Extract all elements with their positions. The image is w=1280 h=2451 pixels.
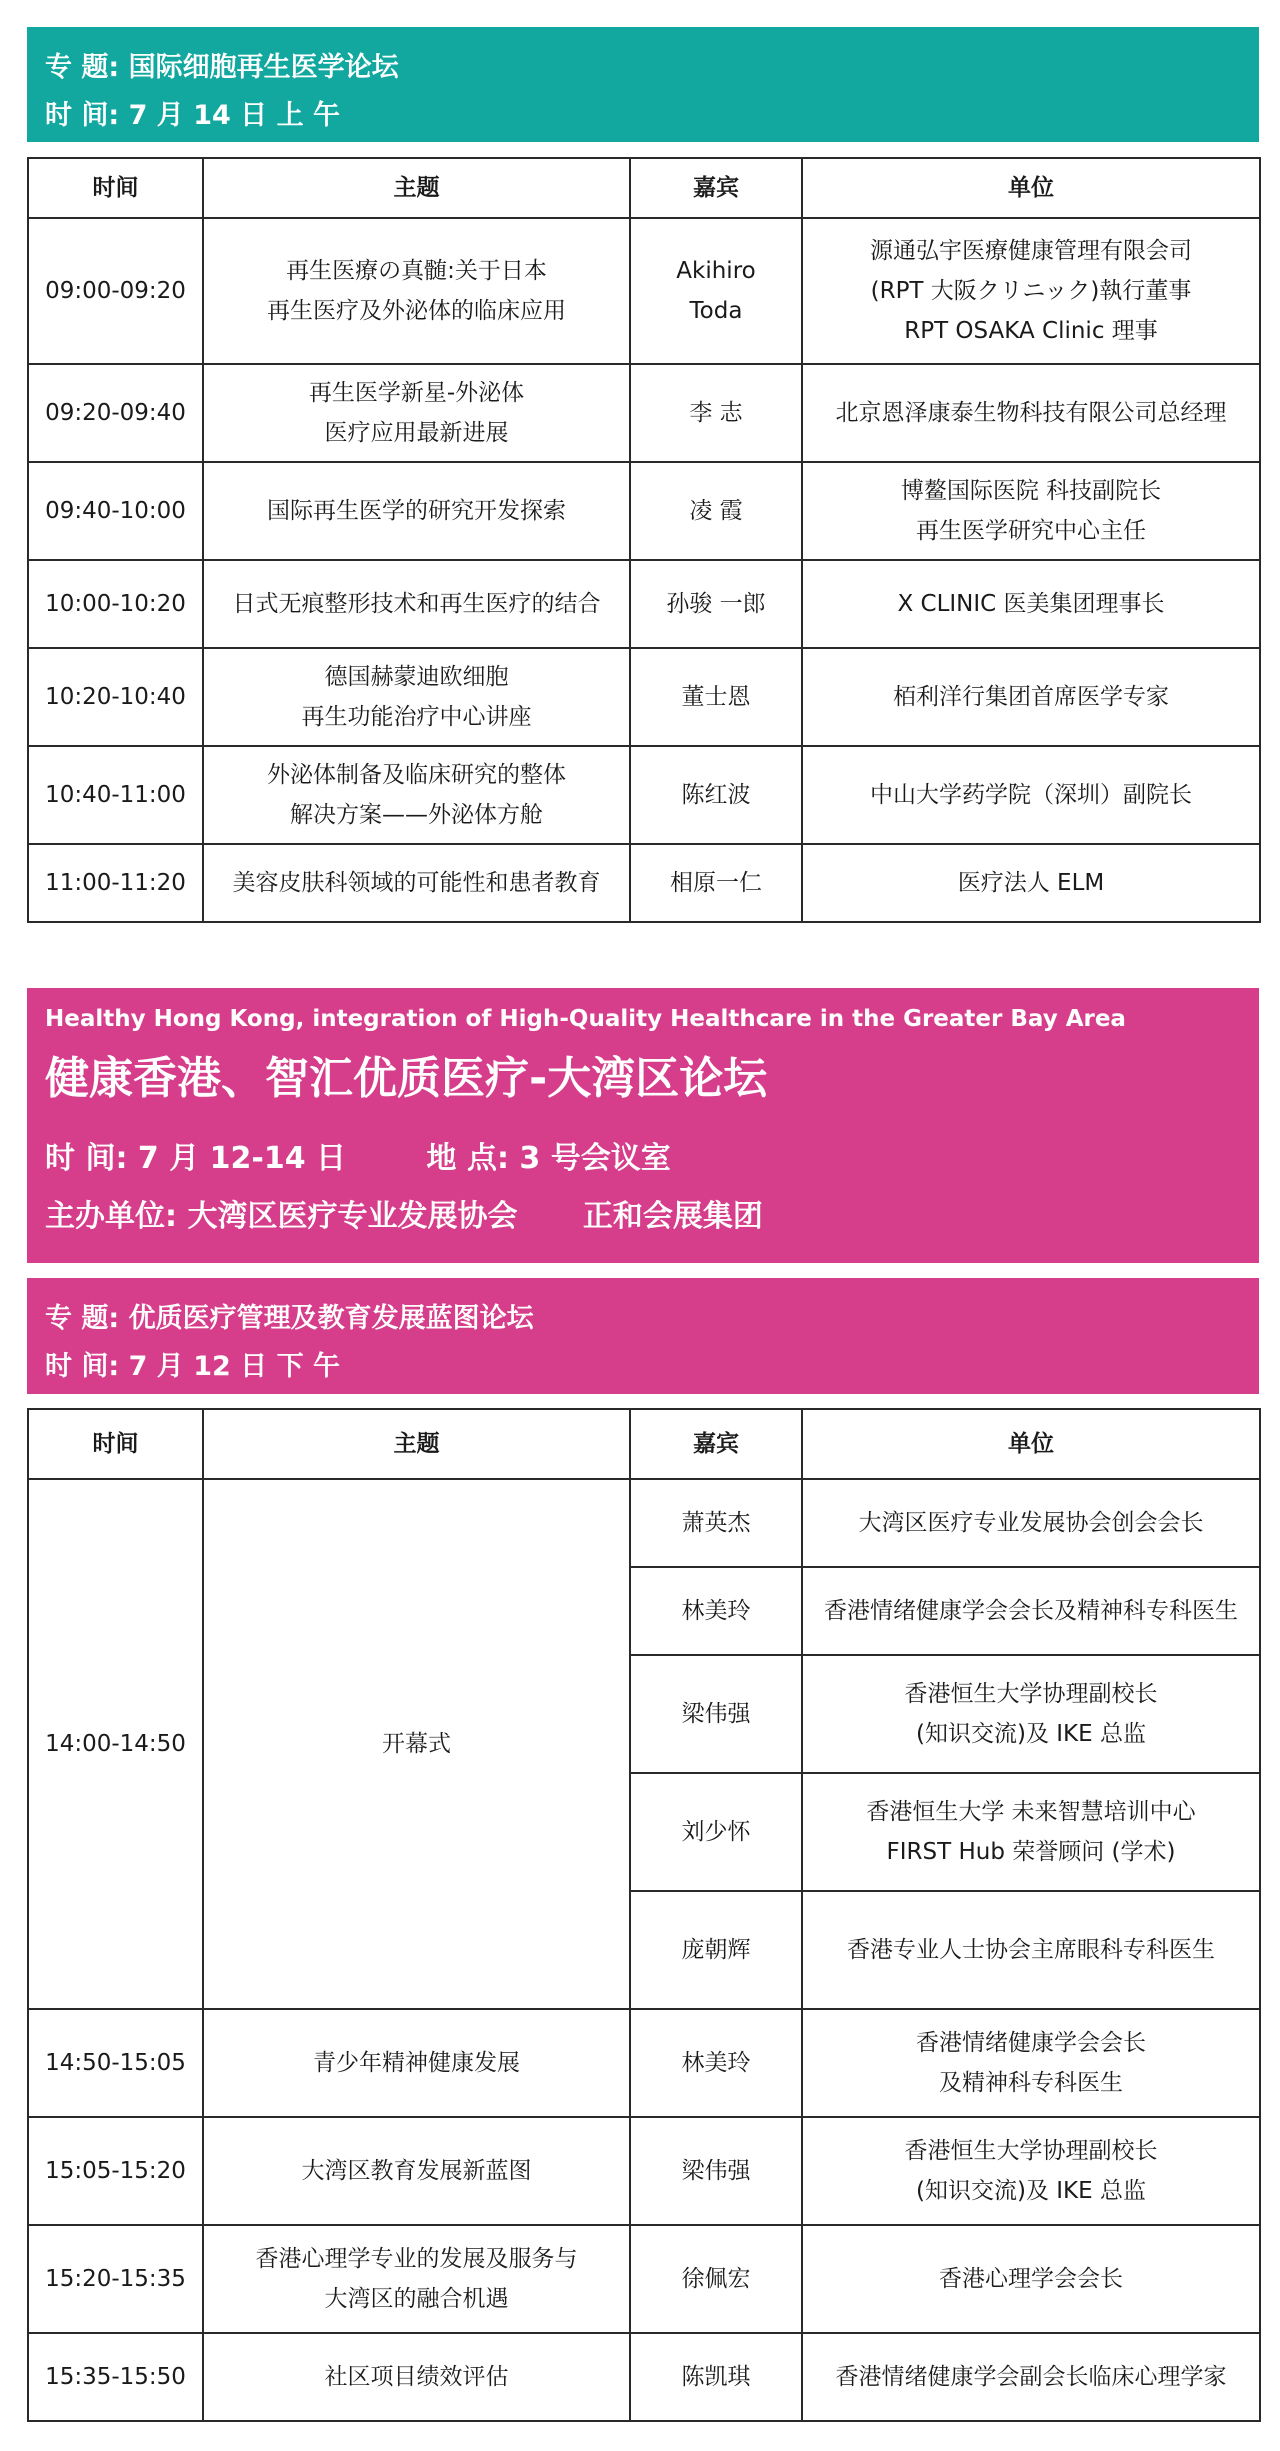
topic-cell [203,218,630,364]
session2-schedule-table [27,1408,1261,2422]
org-cell-line: RPT OSAKA Clinic 理事 [904,318,1158,344]
topic-cell [203,2009,630,2117]
guest-cell-line: 孙骏 一郎 [666,591,766,617]
guest-cell [630,462,802,560]
org-cell-line: 中山大学药学院（深圳）副院长 [870,782,1192,808]
header-time: 时间 [28,1409,203,1479]
org-cell [802,2117,1260,2225]
org-cell-line: 再生医学研究中心主任 [916,518,1146,544]
org-cell [802,1891,1260,2009]
table-row [28,2009,1260,2117]
org-cell-line: 医疗法人 ELM [957,870,1105,896]
time-cell: 15:20-15:35 [28,2225,203,2333]
org-cell [802,560,1260,648]
topic-cell [203,560,630,648]
time-cell: 09:40-10:00 [28,462,203,560]
forum-time: 7 月 12-14 日 [137,1141,347,1176]
table-row [28,462,1260,560]
session2-banner [27,1278,1259,1394]
header-topic: 主题 [203,158,630,218]
guest-cell [630,364,802,462]
topic-cell-line: 再生医療の真髄:关于日本 [286,258,547,284]
org-cell-line: 及精神科专科医生 [939,2070,1123,2096]
org-cell-line: 北京恩泽康泰生物科技有限公司总经理 [835,400,1227,426]
guest-cell [630,2333,802,2421]
forum-time-label: 时 间: [45,1141,128,1176]
topic-cell-line: 日式无痕整形技术和再生医疗的结合 [232,591,601,617]
org-cell-line: 香港情绪健康学会会长及精神科专科医生 [824,1598,1238,1624]
guest-cell [630,560,802,648]
topic-cell-line: 国际再生医学的研究开发探索 [267,498,566,524]
org-cell [802,2009,1260,2117]
session1-time-label: 时 间: [45,100,120,131]
guest-cell-line: 陈凯琪 [681,2364,751,2390]
session2-topic: 优质医疗管理及教育发展蓝图论坛 [128,1303,534,1334]
session1-topic-line [45,45,399,84]
time-cell: 10:40-11:00 [28,746,203,844]
table-row [28,844,1260,922]
forum-banner [27,988,1259,1263]
topic-cell-line: 德国赫蒙迪欧细胞 [324,664,509,690]
guest-cell: 庞朝辉 [630,1891,802,2009]
time-cell: 10:00-10:20 [28,560,203,648]
org-cell-line: X CLINIC 医美集团理事长 [897,591,1165,617]
org-cell [802,462,1260,560]
topic-cell-line: 医疗应用最新进展 [324,420,509,446]
guest-cell [630,2117,802,2225]
topic-cell-line: 再生医学新星-外泌体 [308,380,525,406]
topic-cell-line: 外泌体制备及临床研究的整体 [267,762,566,788]
header-topic: 主题 [203,1409,630,1479]
guest-cell-line: 凌 霞 [689,498,743,524]
org-cell [802,1655,1260,1773]
session1-time-line [45,93,340,132]
time-cell: 15:05-15:20 [28,2117,203,2225]
org-cell-line: 香港专业人士协会主席眼科专科医生 [847,1937,1215,1963]
forum-organizer2: 正和会展集团 [582,1199,763,1234]
time-cell: 14:00-14:50 [28,1479,203,2009]
forum-title: 健康香港、智汇优质医疗-大湾区论坛 [45,1053,768,1104]
guest-cell: 萧英杰 [630,1479,802,1567]
header-guest: 嘉宾 [630,158,802,218]
org-cell [802,1773,1260,1891]
org-cell-line: (知识交流)及 IKE 总监 [916,2178,1146,2204]
topic-cell-line: 美容皮肤科领域的可能性和患者教育 [232,870,601,896]
guest-cell-line: 董士恩 [681,684,751,710]
session1-topic-label: 专 题: [45,52,120,83]
time-cell: 14:50-15:05 [28,2009,203,2117]
org-cell-line: 栢利洋行集团首席医学专家 [893,684,1169,710]
session2-topic-label: 专 题: [45,1303,120,1334]
table-row [28,364,1260,462]
table-row [28,218,1260,364]
session2-time: 7 月 12 日 下 午 [128,1351,340,1382]
org-cell-line: 香港情绪健康学会会长 [916,2030,1146,2056]
org-cell-line: 香港恒生大学协理副校长 [904,1681,1158,1707]
header-guest: 嘉宾 [630,1409,802,1479]
guest-cell: 林美玲 [630,1567,802,1655]
org-cell-line: 大湾区医疗专业发展协会创会会长 [858,1510,1204,1536]
topic-cell [203,462,630,560]
org-cell-line: FIRST Hub 荣誉顾问 (学术) [886,1839,1176,1865]
table-row [28,560,1260,648]
guest-cell: 梁伟强 [630,1655,802,1773]
guest-cell-line: Akihiro [676,258,756,284]
time-cell: 09:20-09:40 [28,364,203,462]
org-cell-line: 香港恒生大学 未来智慧培训中心 [866,1799,1196,1825]
forum-english-title: Healthy Hong Kong, integration of High-Quality Healthcare in the Greater Bay Area [45,1006,1126,1032]
session1-time: 7 月 14 日 上 午 [128,100,340,131]
org-cell-line: 源通弘宇医療健康管理有限会司 [870,238,1192,264]
guest-cell-line: Toda [689,298,743,324]
session2-topic-line [45,1296,534,1335]
header-time: 时间 [28,158,203,218]
forum-place-label: 地 点: [426,1141,509,1176]
topic-cell-line: 社区项目绩效评估 [324,2364,509,2390]
table-row [28,746,1260,844]
forum-time-place-line [45,1133,671,1177]
org-cell [802,218,1260,364]
org-cell-line: 博鳌国际医院 科技副院长 [900,478,1162,504]
session1-banner [27,27,1259,142]
guest-cell-line: 梁伟强 [681,2158,751,2184]
table-row [28,2225,1260,2333]
guest-cell [630,218,802,364]
time-cell: 10:20-10:40 [28,648,203,746]
forum-place: 3 号会议室 [519,1141,671,1176]
org-cell [802,2333,1260,2421]
topic-cell [203,746,630,844]
session2-time-line [45,1344,340,1383]
org-cell-line: (知识交流)及 IKE 总监 [916,1721,1146,1747]
session1-schedule-table [27,157,1261,923]
topic-cell-line: 再生功能治疗中心讲座 [301,704,532,730]
time-cell: 11:00-11:20 [28,844,203,922]
header-org: 单位 [802,1409,1260,1479]
topic-cell-line: 青少年精神健康发展 [313,2050,520,2076]
topic-cell [203,364,630,462]
guest-cell [630,648,802,746]
forum-organizer1: 大湾区医疗专业发展协会 [187,1199,518,1234]
header-org: 单位 [802,158,1260,218]
topic-cell-line: 香港心理学专业的发展及服务与 [255,2246,578,2272]
org-cell-line: 香港恒生大学协理副校长 [904,2138,1158,2164]
table-row [28,1479,1260,1567]
guest-cell-line: 陈红波 [681,782,751,808]
guest-cell [630,2009,802,2117]
session2-time-label: 时 间: [45,1351,120,1382]
guest-cell [630,2225,802,2333]
topic-cell [203,2333,630,2421]
table-row [28,648,1260,746]
topic-cell [203,2117,630,2225]
time-cell: 09:00-09:20 [28,218,203,364]
guest-cell-line: 李 志 [689,400,743,426]
topic-cell-line: 解决方案——外泌体方舱 [290,802,543,828]
org-cell [802,844,1260,922]
table-row [28,2117,1260,2225]
org-cell [802,1479,1260,1567]
forum-organizer-label: 主办单位: [45,1199,177,1234]
table-row [28,2333,1260,2421]
org-cell [802,2225,1260,2333]
topic-cell-line: 大湾区的融合机遇 [324,2286,509,2312]
org-cell [802,1567,1260,1655]
time-cell: 15:35-15:50 [28,2333,203,2421]
org-cell-line: 香港情绪健康学会副会长临床心理学家 [835,2364,1227,2390]
guest-cell [630,746,802,844]
session1-topic: 国际细胞再生医学论坛 [128,52,399,83]
org-cell [802,648,1260,746]
topic-cell [203,2225,630,2333]
org-cell [802,364,1260,462]
guest-cell-line: 徐佩宏 [681,2266,751,2292]
org-cell-line: (RPT 大阪クリニック)執行董事 [870,278,1192,304]
guest-cell-line: 林美玲 [681,2050,751,2076]
topic-cell [203,648,630,746]
topic-cell [203,844,630,922]
guest-cell: 刘少怀 [630,1773,802,1891]
guest-cell-line: 相原一仁 [670,870,762,896]
forum-organizer-line [45,1191,763,1235]
org-cell-line: 香港心理学会会长 [939,2266,1123,2292]
topic-cell: 开幕式 [203,1479,630,2009]
topic-cell-line: 再生医疗及外泌体的临床应用 [267,298,566,324]
org-cell [802,746,1260,844]
guest-cell [630,844,802,922]
topic-cell-line: 大湾区教育发展新蓝图 [301,2158,532,2184]
